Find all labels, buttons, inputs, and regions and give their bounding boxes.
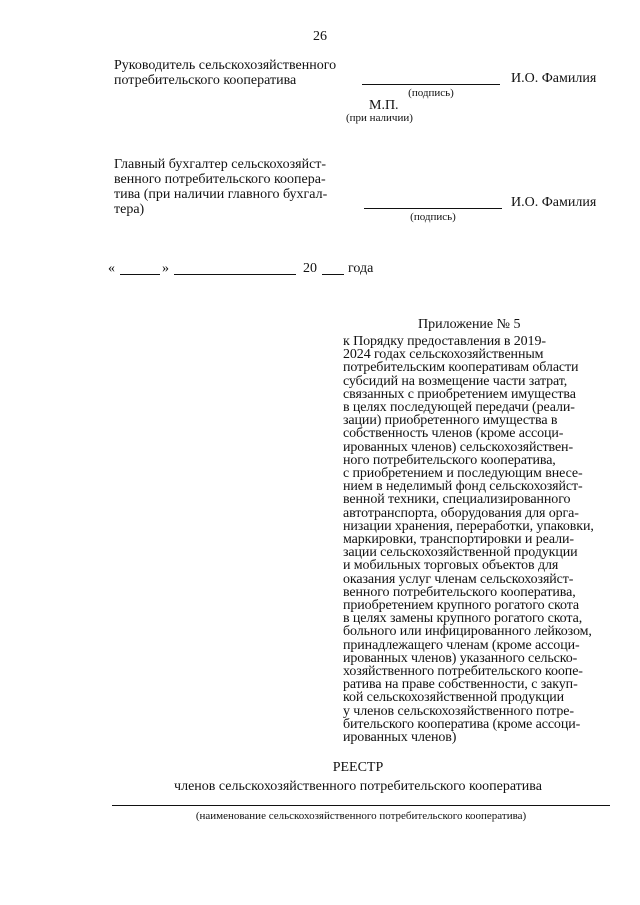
page-number: 26 — [313, 29, 327, 44]
date-open-quote: « — [108, 261, 115, 276]
date-close-quote: » — [162, 261, 169, 276]
accountant-signature-caption: (подпись) — [410, 211, 456, 223]
stamp-label: М.П. — [369, 98, 399, 113]
accountant-signature-line — [364, 208, 502, 209]
stamp-note: (при наличии) — [346, 112, 413, 124]
head-signature-caption: (подпись) — [408, 87, 454, 99]
accountant-name: И.О. Фамилия — [511, 195, 597, 210]
head-name: И.О. Фамилия — [511, 71, 597, 86]
registry-title: РЕЕСТР — [332, 760, 384, 775]
appendix-title: Приложение № 5 — [418, 317, 521, 332]
appendix-text: к Порядку предоставления в 2019- 2024 годах сельскохозяйственным потребительским кооперативам области субсидий на возмещение части затрат, связанных с приобретением имущества в целях последующей передачи (реали- зации) приобретенного имущества в собственность членов (кроме ассоци- ированных членов) сельскохозяйствен- ного потребительского кооператива, с приобретением и последующим внесе- нием в неделимый фонд сельскохозяйст- венной техники, специализированного автотранспорта, оборудования для орга- низации хранения, переработки, упаковки, маркировки, транспортировки и реали- зации сельскохозяйственной продукции и мобильных торговых объектов для оказания услуг членам сельскохозяйст- венного потребительского кооператива, приобретением крупного рогатого скота в целях замены крупного рогатого скота, больного или инфицированного лейкозом, принадлежащего членам (кроме ассоци- ированных членов) указанного сельско- хозяйственного потребительского коопе- ратива на праве собственности, с закуп- кой сельскохозяйственной продукции у членов сельскохозяйственного потре- бительского кооператива (кроме ассоци- ированных членов) — [343, 334, 594, 746]
head-signature-line — [362, 84, 500, 85]
registry-subtitle: членов сельскохозяйственного потребительского кооператива — [174, 779, 542, 794]
accountant-title: Главный бухгалтер сельскохозяйст- венного потребительского коопера- тива (при наличии главного бухгал- тера) — [114, 157, 328, 217]
head-title: Руководитель сельскохозяйственного потребительского кооператива — [114, 58, 337, 88]
date-year-prefix: 20 — [303, 261, 317, 276]
registry-name-caption: (наименование сельскохозяйственного потребительского кооператива) — [195, 810, 527, 822]
date-year-suffix: года — [348, 261, 374, 276]
date-day-line — [120, 274, 160, 275]
registry-name-line — [112, 805, 610, 806]
date-month-line — [174, 274, 296, 275]
date-year-line — [322, 274, 344, 275]
